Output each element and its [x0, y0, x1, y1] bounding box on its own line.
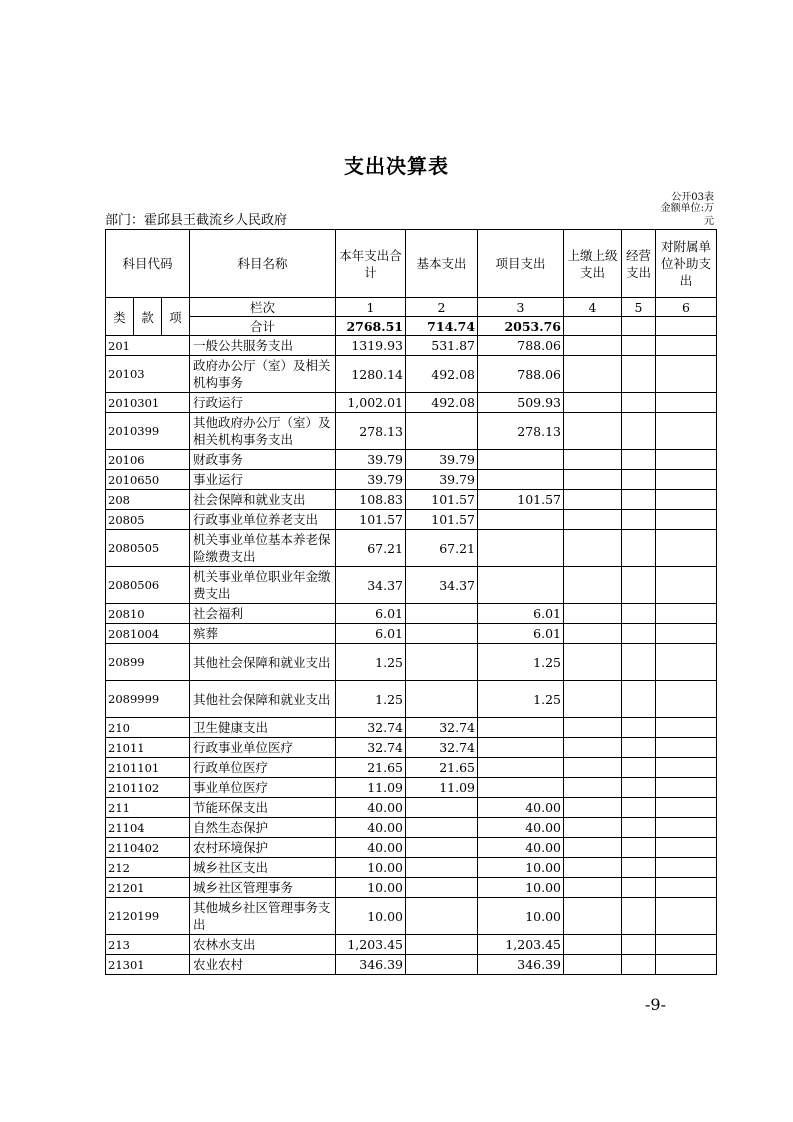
row-business — [622, 778, 656, 798]
header-lei: 类 — [106, 298, 134, 336]
row-total: 39.79 — [336, 450, 406, 470]
row-subsidy — [656, 818, 717, 838]
table-row — [106, 738, 717, 758]
row-subsidy — [656, 955, 717, 975]
header-total: 本年支出合计 — [336, 230, 406, 298]
table-row — [106, 393, 717, 413]
row-upper — [564, 393, 622, 413]
page-title: 支出决算表 — [344, 154, 449, 178]
row-business — [622, 738, 656, 758]
row-code: 208 — [106, 490, 190, 510]
row-upper — [564, 681, 622, 718]
row-upper — [564, 490, 622, 510]
row-code: 20805 — [106, 510, 190, 530]
row-subsidy — [656, 393, 717, 413]
row-project: 788.06 — [478, 336, 564, 356]
row-name: 社会保障和就业支出 — [190, 490, 336, 510]
row-total: 40.00 — [336, 838, 406, 858]
row-project: 278.13 — [478, 413, 564, 450]
row-upper — [564, 878, 622, 898]
row-upper — [564, 858, 622, 878]
row-code: 20810 — [106, 604, 190, 624]
row-project: 346.39 — [478, 955, 564, 975]
table-row — [106, 644, 717, 681]
row-total: 6.01 — [336, 624, 406, 644]
row-upper — [564, 530, 622, 567]
row-basic: 101.57 — [406, 490, 478, 510]
row-business — [622, 490, 656, 510]
row-code: 20899 — [106, 644, 190, 681]
row-basic: 11.09 — [406, 778, 478, 798]
row-business — [622, 336, 656, 356]
form-number: 公开03表 — [671, 192, 714, 203]
row-name: 节能环保支出 — [190, 798, 336, 818]
row-name: 其他社会保障和就业支出 — [190, 681, 336, 718]
header-business: 经营支出 — [622, 230, 656, 298]
col-num: 1 — [336, 298, 406, 317]
row-total: 32.74 — [336, 738, 406, 758]
row-basic: 34.37 — [406, 567, 478, 604]
row-subsidy — [656, 738, 717, 758]
row-basic: 32.74 — [406, 718, 478, 738]
table-row — [106, 818, 717, 838]
total-row-project: 2053.76 — [478, 317, 564, 336]
row-total: 32.74 — [336, 718, 406, 738]
row-name: 其他社会保障和就业支出 — [190, 644, 336, 681]
row-upper — [564, 935, 622, 955]
row-total: 1,203.45 — [336, 935, 406, 955]
row-project: 10.00 — [478, 898, 564, 935]
row-subsidy — [656, 935, 717, 955]
row-name: 城乡社区支出 — [190, 858, 336, 878]
row-name: 社会福利 — [190, 604, 336, 624]
row-business — [622, 567, 656, 604]
row-code: 21104 — [106, 818, 190, 838]
row-subsidy — [656, 838, 717, 858]
row-total: 34.37 — [336, 567, 406, 604]
col-num: 2 — [406, 298, 478, 317]
row-subsidy — [656, 798, 717, 818]
row-name: 农村环境保护 — [190, 838, 336, 858]
row-name: 机关事业单位职业年金缴费支出 — [190, 567, 336, 604]
row-code: 2120199 — [106, 898, 190, 935]
row-business — [622, 510, 656, 530]
row-name: 其他政府办公厅（室）及相关机构事务支出 — [190, 413, 336, 450]
row-code: 2010301 — [106, 393, 190, 413]
row-business — [622, 955, 656, 975]
row-upper — [564, 604, 622, 624]
expenditure-table — [105, 229, 717, 975]
row-code: 210 — [106, 718, 190, 738]
table-row — [106, 510, 717, 530]
department-label: 部门：霍邱县王截流乡人民政府 — [105, 213, 288, 228]
row-project: 40.00 — [478, 838, 564, 858]
table-row — [106, 798, 717, 818]
col-num: 6 — [656, 298, 717, 317]
row-upper — [564, 336, 622, 356]
row-basic — [406, 935, 478, 955]
row-business — [622, 818, 656, 838]
row-subsidy — [656, 778, 717, 798]
table-row — [106, 858, 717, 878]
row-project — [478, 778, 564, 798]
row-basic: 492.08 — [406, 356, 478, 393]
row-business — [622, 858, 656, 878]
row-subsidy — [656, 604, 717, 624]
row-total: 6.01 — [336, 604, 406, 624]
table-row — [106, 470, 717, 490]
row-business — [622, 681, 656, 718]
row-project: 788.06 — [478, 356, 564, 393]
row-upper — [564, 955, 622, 975]
total-row-basic: 714.74 — [406, 317, 478, 336]
header-subsidy: 对附属单位补助支出 — [656, 230, 717, 298]
row-basic: 32.74 — [406, 738, 478, 758]
table-row — [106, 878, 717, 898]
row-total: 1319.93 — [336, 336, 406, 356]
row-project — [478, 530, 564, 567]
row-total: 40.00 — [336, 818, 406, 838]
row-business — [622, 413, 656, 450]
row-basic — [406, 413, 478, 450]
row-total: 67.21 — [336, 530, 406, 567]
row-code: 21011 — [106, 738, 190, 758]
row-basic — [406, 955, 478, 975]
row-total: 278.13 — [336, 413, 406, 450]
row-upper — [564, 450, 622, 470]
row-subsidy — [656, 530, 717, 567]
row-name: 事业运行 — [190, 470, 336, 490]
col-num: 3 — [478, 298, 564, 317]
row-name: 其他城乡社区管理事务支出 — [190, 898, 336, 935]
row-basic — [406, 858, 478, 878]
row-basic — [406, 624, 478, 644]
row-project — [478, 450, 564, 470]
row-business — [622, 624, 656, 644]
table-row — [106, 898, 717, 935]
row-subsidy — [656, 336, 717, 356]
col-num: 4 — [564, 298, 622, 317]
row-total: 101.57 — [336, 510, 406, 530]
row-business — [622, 898, 656, 935]
row-basic — [406, 798, 478, 818]
row-code: 2110402 — [106, 838, 190, 858]
row-code: 2080506 — [106, 567, 190, 604]
row-project: 509.93 — [478, 393, 564, 413]
table-row — [106, 413, 717, 450]
row-project: 10.00 — [478, 878, 564, 898]
row-name: 卫生健康支出 — [190, 718, 336, 738]
row-subsidy — [656, 510, 717, 530]
row-name: 行政事业单位养老支出 — [190, 510, 336, 530]
header-basic: 基本支出 — [406, 230, 478, 298]
row-business — [622, 798, 656, 818]
row-basic: 531.87 — [406, 336, 478, 356]
row-business — [622, 838, 656, 858]
row-total: 10.00 — [336, 878, 406, 898]
row-upper — [564, 413, 622, 450]
row-code: 2101101 — [106, 758, 190, 778]
total-row-total: 2768.51 — [336, 317, 406, 336]
header-kuan: 款 — [134, 298, 162, 336]
row-project — [478, 470, 564, 490]
row-code: 2081004 — [106, 624, 190, 644]
table-row — [106, 604, 717, 624]
row-code: 21201 — [106, 878, 190, 898]
row-business — [622, 718, 656, 738]
header-name: 科目名称 — [190, 230, 336, 298]
page-number: -9- — [645, 995, 666, 1014]
row-total: 108.83 — [336, 490, 406, 510]
row-subsidy — [656, 858, 717, 878]
column-label: 栏次 — [190, 298, 336, 317]
row-code: 2080505 — [106, 530, 190, 567]
table-row — [106, 955, 717, 975]
row-total: 1.25 — [336, 681, 406, 718]
row-basic — [406, 878, 478, 898]
row-code: 20106 — [106, 450, 190, 470]
total-row-label: 合计 — [190, 317, 336, 336]
row-name: 机关事业单位基本养老保险缴费支出 — [190, 530, 336, 567]
header-upper: 上缴上级支出 — [564, 230, 622, 298]
row-subsidy — [656, 624, 717, 644]
row-total: 21.65 — [336, 758, 406, 778]
row-code: 20103 — [106, 356, 190, 393]
col-num: 5 — [622, 298, 656, 317]
row-project: 6.01 — [478, 624, 564, 644]
row-subsidy — [656, 413, 717, 450]
amount-unit: 金额单位:万元 — [660, 203, 714, 227]
row-basic: 67.21 — [406, 530, 478, 567]
row-business — [622, 878, 656, 898]
row-upper — [564, 644, 622, 681]
row-name: 农业农村 — [190, 955, 336, 975]
row-basic — [406, 898, 478, 935]
row-code: 2010399 — [106, 413, 190, 450]
row-upper — [564, 738, 622, 758]
row-total: 1.25 — [336, 644, 406, 681]
row-subsidy — [656, 470, 717, 490]
row-subsidy — [656, 450, 717, 470]
row-basic — [406, 681, 478, 718]
row-business — [622, 644, 656, 681]
row-upper — [564, 510, 622, 530]
row-code: 211 — [106, 798, 190, 818]
row-basic: 21.65 — [406, 758, 478, 778]
row-name: 农林水支出 — [190, 935, 336, 955]
row-business — [622, 470, 656, 490]
row-code: 213 — [106, 935, 190, 955]
row-subsidy — [656, 758, 717, 778]
row-total: 11.09 — [336, 778, 406, 798]
row-name: 城乡社区管理事务 — [190, 878, 336, 898]
row-subsidy — [656, 567, 717, 604]
table-row — [106, 838, 717, 858]
row-basic: 101.57 — [406, 510, 478, 530]
table-row — [106, 778, 717, 798]
row-total: 1,002.01 — [336, 393, 406, 413]
row-total: 1280.14 — [336, 356, 406, 393]
row-project: 101.57 — [478, 490, 564, 510]
row-project — [478, 758, 564, 778]
table-row — [106, 567, 717, 604]
row-project: 1.25 — [478, 681, 564, 718]
row-upper — [564, 838, 622, 858]
row-project: 1,203.45 — [478, 935, 564, 955]
table-row — [106, 935, 717, 955]
table-row — [106, 718, 717, 738]
row-basic — [406, 644, 478, 681]
row-upper — [564, 718, 622, 738]
row-business — [622, 356, 656, 393]
row-total: 10.00 — [336, 858, 406, 878]
row-upper — [564, 567, 622, 604]
row-subsidy — [656, 878, 717, 898]
row-subsidy — [656, 898, 717, 935]
row-business — [622, 393, 656, 413]
row-project — [478, 718, 564, 738]
row-upper — [564, 778, 622, 798]
row-total: 10.00 — [336, 898, 406, 935]
row-subsidy — [656, 356, 717, 393]
row-total: 39.79 — [336, 470, 406, 490]
row-total: 346.39 — [336, 955, 406, 975]
row-subsidy — [656, 644, 717, 681]
row-code: 2101102 — [106, 778, 190, 798]
row-business — [622, 935, 656, 955]
row-name: 殡葬 — [190, 624, 336, 644]
row-project: 1.25 — [478, 644, 564, 681]
row-upper — [564, 356, 622, 393]
row-name: 一般公共服务支出 — [190, 336, 336, 356]
row-name: 事业单位医疗 — [190, 778, 336, 798]
row-basic: 39.79 — [406, 470, 478, 490]
row-project — [478, 738, 564, 758]
row-name: 自然生态保护 — [190, 818, 336, 838]
row-project — [478, 567, 564, 604]
row-code: 201 — [106, 336, 190, 356]
row-business — [622, 450, 656, 470]
row-business — [622, 758, 656, 778]
row-upper — [564, 758, 622, 778]
row-business — [622, 604, 656, 624]
table-row — [106, 530, 717, 567]
row-basic — [406, 604, 478, 624]
row-project: 6.01 — [478, 604, 564, 624]
row-code: 212 — [106, 858, 190, 878]
row-code: 2089999 — [106, 681, 190, 718]
table-row — [106, 758, 717, 778]
header-code: 科目代码 — [106, 230, 190, 298]
table-row — [106, 681, 717, 718]
row-name: 财政事务 — [190, 450, 336, 470]
row-project: 40.00 — [478, 798, 564, 818]
table-row — [106, 336, 717, 356]
table-body — [106, 336, 717, 975]
row-basic — [406, 838, 478, 858]
row-name: 行政单位医疗 — [190, 758, 336, 778]
row-upper — [564, 624, 622, 644]
row-upper — [564, 818, 622, 838]
table-row — [106, 450, 717, 470]
row-project: 40.00 — [478, 818, 564, 838]
row-subsidy — [656, 718, 717, 738]
row-name: 行政事业单位医疗 — [190, 738, 336, 758]
row-project — [478, 510, 564, 530]
row-subsidy — [656, 681, 717, 718]
row-name: 政府办公厅（室）及相关机构事务 — [190, 356, 336, 393]
row-project: 10.00 — [478, 858, 564, 878]
header-project: 项目支出 — [478, 230, 564, 298]
table-row — [106, 356, 717, 393]
row-business — [622, 530, 656, 567]
row-upper — [564, 898, 622, 935]
row-basic: 39.79 — [406, 450, 478, 470]
table-row — [106, 624, 717, 644]
row-total: 40.00 — [336, 798, 406, 818]
row-code: 2010650 — [106, 470, 190, 490]
row-subsidy — [656, 490, 717, 510]
row-basic — [406, 818, 478, 838]
table-row — [106, 490, 717, 510]
row-upper — [564, 798, 622, 818]
row-upper — [564, 470, 622, 490]
header-xiang: 项 — [162, 298, 190, 336]
row-basic: 492.08 — [406, 393, 478, 413]
row-name: 行政运行 — [190, 393, 336, 413]
row-code: 21301 — [106, 955, 190, 975]
